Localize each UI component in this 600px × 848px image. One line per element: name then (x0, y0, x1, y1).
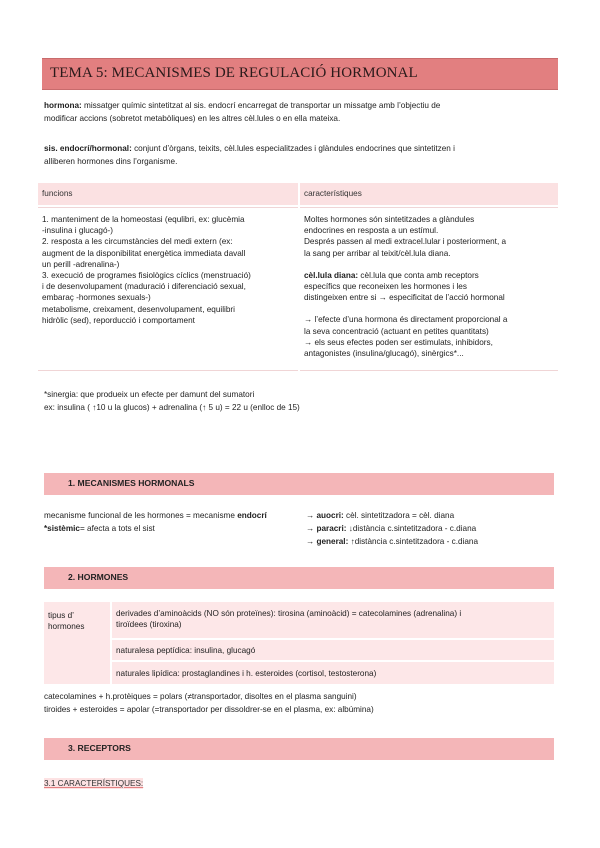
caract-line: → l’efecte d’una hormona és directament proporcional a (304, 315, 508, 325)
funcions-line: hidròlic (sed), reporducció i comportament (42, 315, 195, 325)
funcions-line: -insulina i glucagó-) (42, 226, 113, 236)
title-bar (42, 58, 558, 90)
autocri-term: → auocri: (306, 511, 344, 520)
caracteristiques-cell (300, 207, 558, 371)
hormona-term: hormona: (44, 101, 82, 110)
row2-text: naturalesa peptídica: insulina, glucagó (116, 646, 256, 655)
hormona-text-1: missatger químic sintetitzat al sis. endocrí encarregat de transportar un missatge amb l’objectiu de (81, 101, 441, 110)
endocri-term: endocrí (237, 511, 267, 520)
hormone-row-peptidica (112, 640, 554, 660)
sinergia-note (44, 388, 544, 414)
mecanisme-types (306, 509, 556, 548)
funcions-list (38, 208, 298, 332)
section-3-heading (44, 738, 554, 760)
row1-line-1: derivades d’aminoàcids (NO són proteïnes): tirosina (aminoàcid) = catecolamines (adrenalina) i (116, 609, 462, 618)
tipus-hormones-cell (44, 602, 110, 684)
header-caracteristiques-label: característiques (304, 189, 362, 198)
autocri-text: cèl. sintetitzadora = cèl. diana (343, 511, 455, 520)
sinergia-line-2: ex: insulina ( ↑10 u la glucos) + adrenalina (↑ 5 u) = 22 u (enlloc de 15) (44, 403, 300, 412)
caract-line: la seva concentració (actuant en petites quantitats) (304, 326, 489, 336)
subsection-3-1-heading: 3.1 CARACTERÍSTIQUES: (44, 779, 144, 788)
hormone-row-aminoacids (112, 602, 554, 638)
row3-text: naturales lipídica: prostaglandines i h. esteroides (cortisol, testosterona) (116, 669, 377, 678)
sistemic-term: *sistèmic (44, 524, 80, 533)
caract-line: Moltes hormones són sintetitzades a glàndules (304, 215, 475, 224)
table-header-caracteristiques (300, 183, 558, 205)
funcions-line: i de desenvolupament (maduració i diferenciació sexual, (42, 282, 246, 292)
hormone-types-table (44, 602, 554, 684)
section-1-label: 1. MECANISMES HORMONALS (68, 478, 195, 488)
header-funcions-label: funcions (42, 189, 73, 198)
funcions-line: metabolisme, creixament, desenvolupament, equilibri (42, 304, 235, 314)
table-header-funcions (38, 183, 298, 205)
caract-line: la sang per arribar al teixit/cèl.lula diana. (304, 248, 451, 258)
section-2-heading (44, 567, 554, 589)
general-term: → general: (306, 537, 349, 546)
page-title: TEMA 5: MECANISMES DE REGULACIÓ HORMONAL (50, 65, 418, 81)
polarity-notes (44, 690, 554, 716)
hormona-definition (44, 99, 564, 125)
sis-endocri-definition (44, 142, 564, 168)
general-text: ↑distància c.sintetitzadora - c.diana (348, 537, 479, 546)
mecanisme-text: mecanisme funcional de les hormones = mecanisme (44, 511, 235, 520)
funcions-cell (38, 207, 298, 371)
sis-text-2: alliberen hormones dins l’organisme. (44, 157, 178, 166)
funcions-line: embaraç -hormones sexuals-) (42, 293, 151, 303)
funcions-line: 3. execució de programes fisiològics cíclics (menstruació) (42, 271, 251, 281)
caracteristiques-content (300, 208, 558, 365)
polarity-note-2: tiroides + esteroides = apolar (=transportador per dissoldrer-se en el plasma, ex: albúmina) (44, 705, 374, 714)
funcions-line: augment de la disponibilitat energètica immediata davall (42, 248, 246, 258)
cel-diana-text-1: cèl.lula que conta amb receptors (358, 270, 479, 280)
sis-term: sis. endocrí/hormonal: (44, 144, 132, 153)
funcions-line: 1. manteniment de la homeostasi (equlibri, ex: glucèmia (42, 215, 245, 224)
paracri-term: → paracri: (306, 524, 347, 533)
sis-text-1: conjunt d’òrgans, teixits, cèl.lules especialitzades i glàndules endocrines que sintetitzen i (131, 144, 455, 153)
section-3-label: 3. RECEPTORS (68, 743, 131, 753)
polarity-note-1: catecolamines + h.protèiques = polars (≠transportador, disoltes en el plasma sanguini) (44, 692, 357, 701)
cel-diana-term: cèl.lula diana: (304, 270, 359, 280)
sinergia-line-1: *sinergia: que produeix un efecte per damunt del sumatori (44, 390, 255, 399)
cel-diana-text-2: específics que reconeixen les hormones i les (304, 282, 467, 292)
caract-line: Després passen al medi extracel.lular i posteriorment, a (304, 237, 507, 247)
funcions-line: un perill -adrenalina-) (42, 259, 120, 269)
hormone-row-lipidica (112, 662, 554, 684)
cel-diana-text-3: distingeixen entre si → especificitat de l’acció hormonal (304, 293, 505, 303)
caract-line: antagonistes (insulina/glucagó), sinèrgics*... (304, 349, 464, 359)
hormona-text-2: modificar accions (sobretot metabòliques) en les altres cèl.lules o en ella mateixa. (44, 114, 341, 123)
funcions-line: 2. resposta a les circumstàncies del medi extern (ex: (42, 237, 233, 247)
row1-line-2: tiroïdees (tiroxina) (116, 620, 182, 630)
caract-line: → els seus efectes poden ser estimulats, inhibidors, (304, 337, 493, 347)
sistemic-text: = afecta a tots el sist (79, 524, 155, 533)
section-1-heading (44, 473, 554, 495)
caract-line: endocrines en resposta a un estímul. (304, 226, 439, 236)
tipus-hormones-label: tipus d’ hormones (48, 611, 85, 632)
section-2-label: 2. HORMONES (68, 572, 129, 582)
paracri-text: ↓distància c.sintetitzadora - c.diana (346, 524, 477, 533)
